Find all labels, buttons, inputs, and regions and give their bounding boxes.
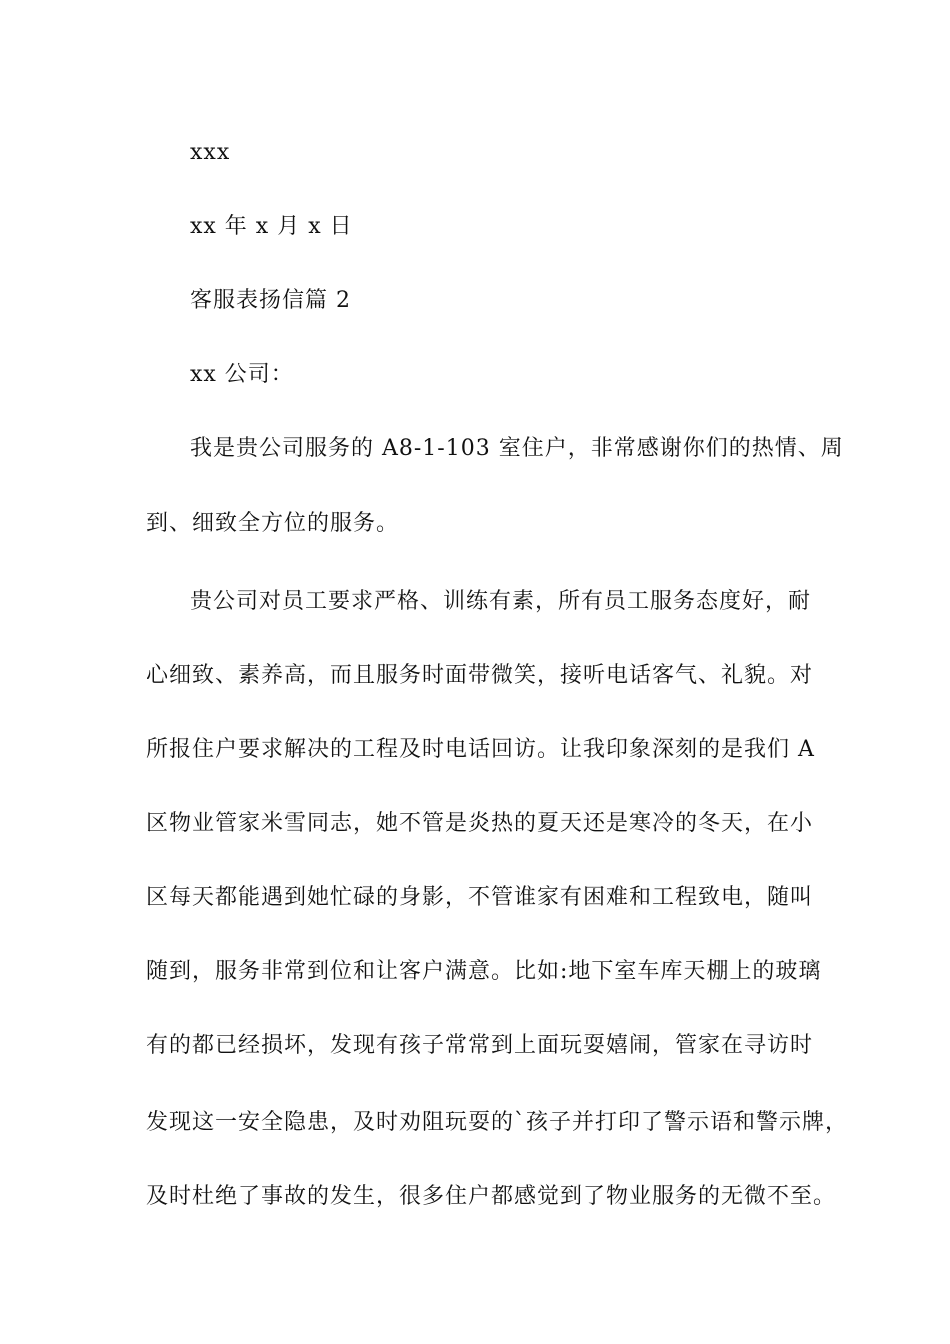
paragraph-2-line-3: 所报住户要求解决的工程及时电话回访。让我印象深刻的是我们 A [146,737,815,762]
paragraph-2-line-8: 发现这一安全隐患，及时劝阻玩耍的`孩子并打印了警示语和警示牌， [146,1110,849,1135]
paragraph-2-line-9: 及时杜绝了事故的发生，很多住户都感觉到了物业服务的无微不至。 [146,1184,837,1209]
paragraph-2-line-7: 有的都已经损坏，发现有孩子常常到上面玩耍嬉闹，管家在寻访时 [146,1033,814,1058]
salutation: xx 公司： [190,362,294,387]
paragraph-1-line-1: 我是贵公司服务的 A8-1-103 室住户，非常感谢你们的热情、周 [190,436,844,461]
signature: xxx [190,140,231,165]
paragraph-2-line-5: 区每天都能遇到她忙碌的身影，不管谁家有困难和工程致电，随叫 [146,885,814,910]
paragraph-2-line-2: 心细致、素养高，而且服务时面带微笑，接听电话客气、礼貌。对 [146,663,814,688]
paragraph-2-line-4: 区物业管家米雪同志，她不管是炎热的夏天还是寒冷的冬天，在小 [146,811,814,836]
section-heading: 客服表扬信篇 2 [190,288,351,313]
paragraph-2-line-1: 贵公司对员工要求严格、训练有素，所有员工服务态度好，耐 [190,589,812,614]
date-line: xx 年 x 月 x 日 [190,214,353,239]
paragraph-1-line-2: 到、细致全方位的服务。 [146,511,400,536]
paragraph-2-line-6: 随到，服务非常到位和让客户满意。比如:地下室车库天棚上的玻璃 [146,959,822,984]
